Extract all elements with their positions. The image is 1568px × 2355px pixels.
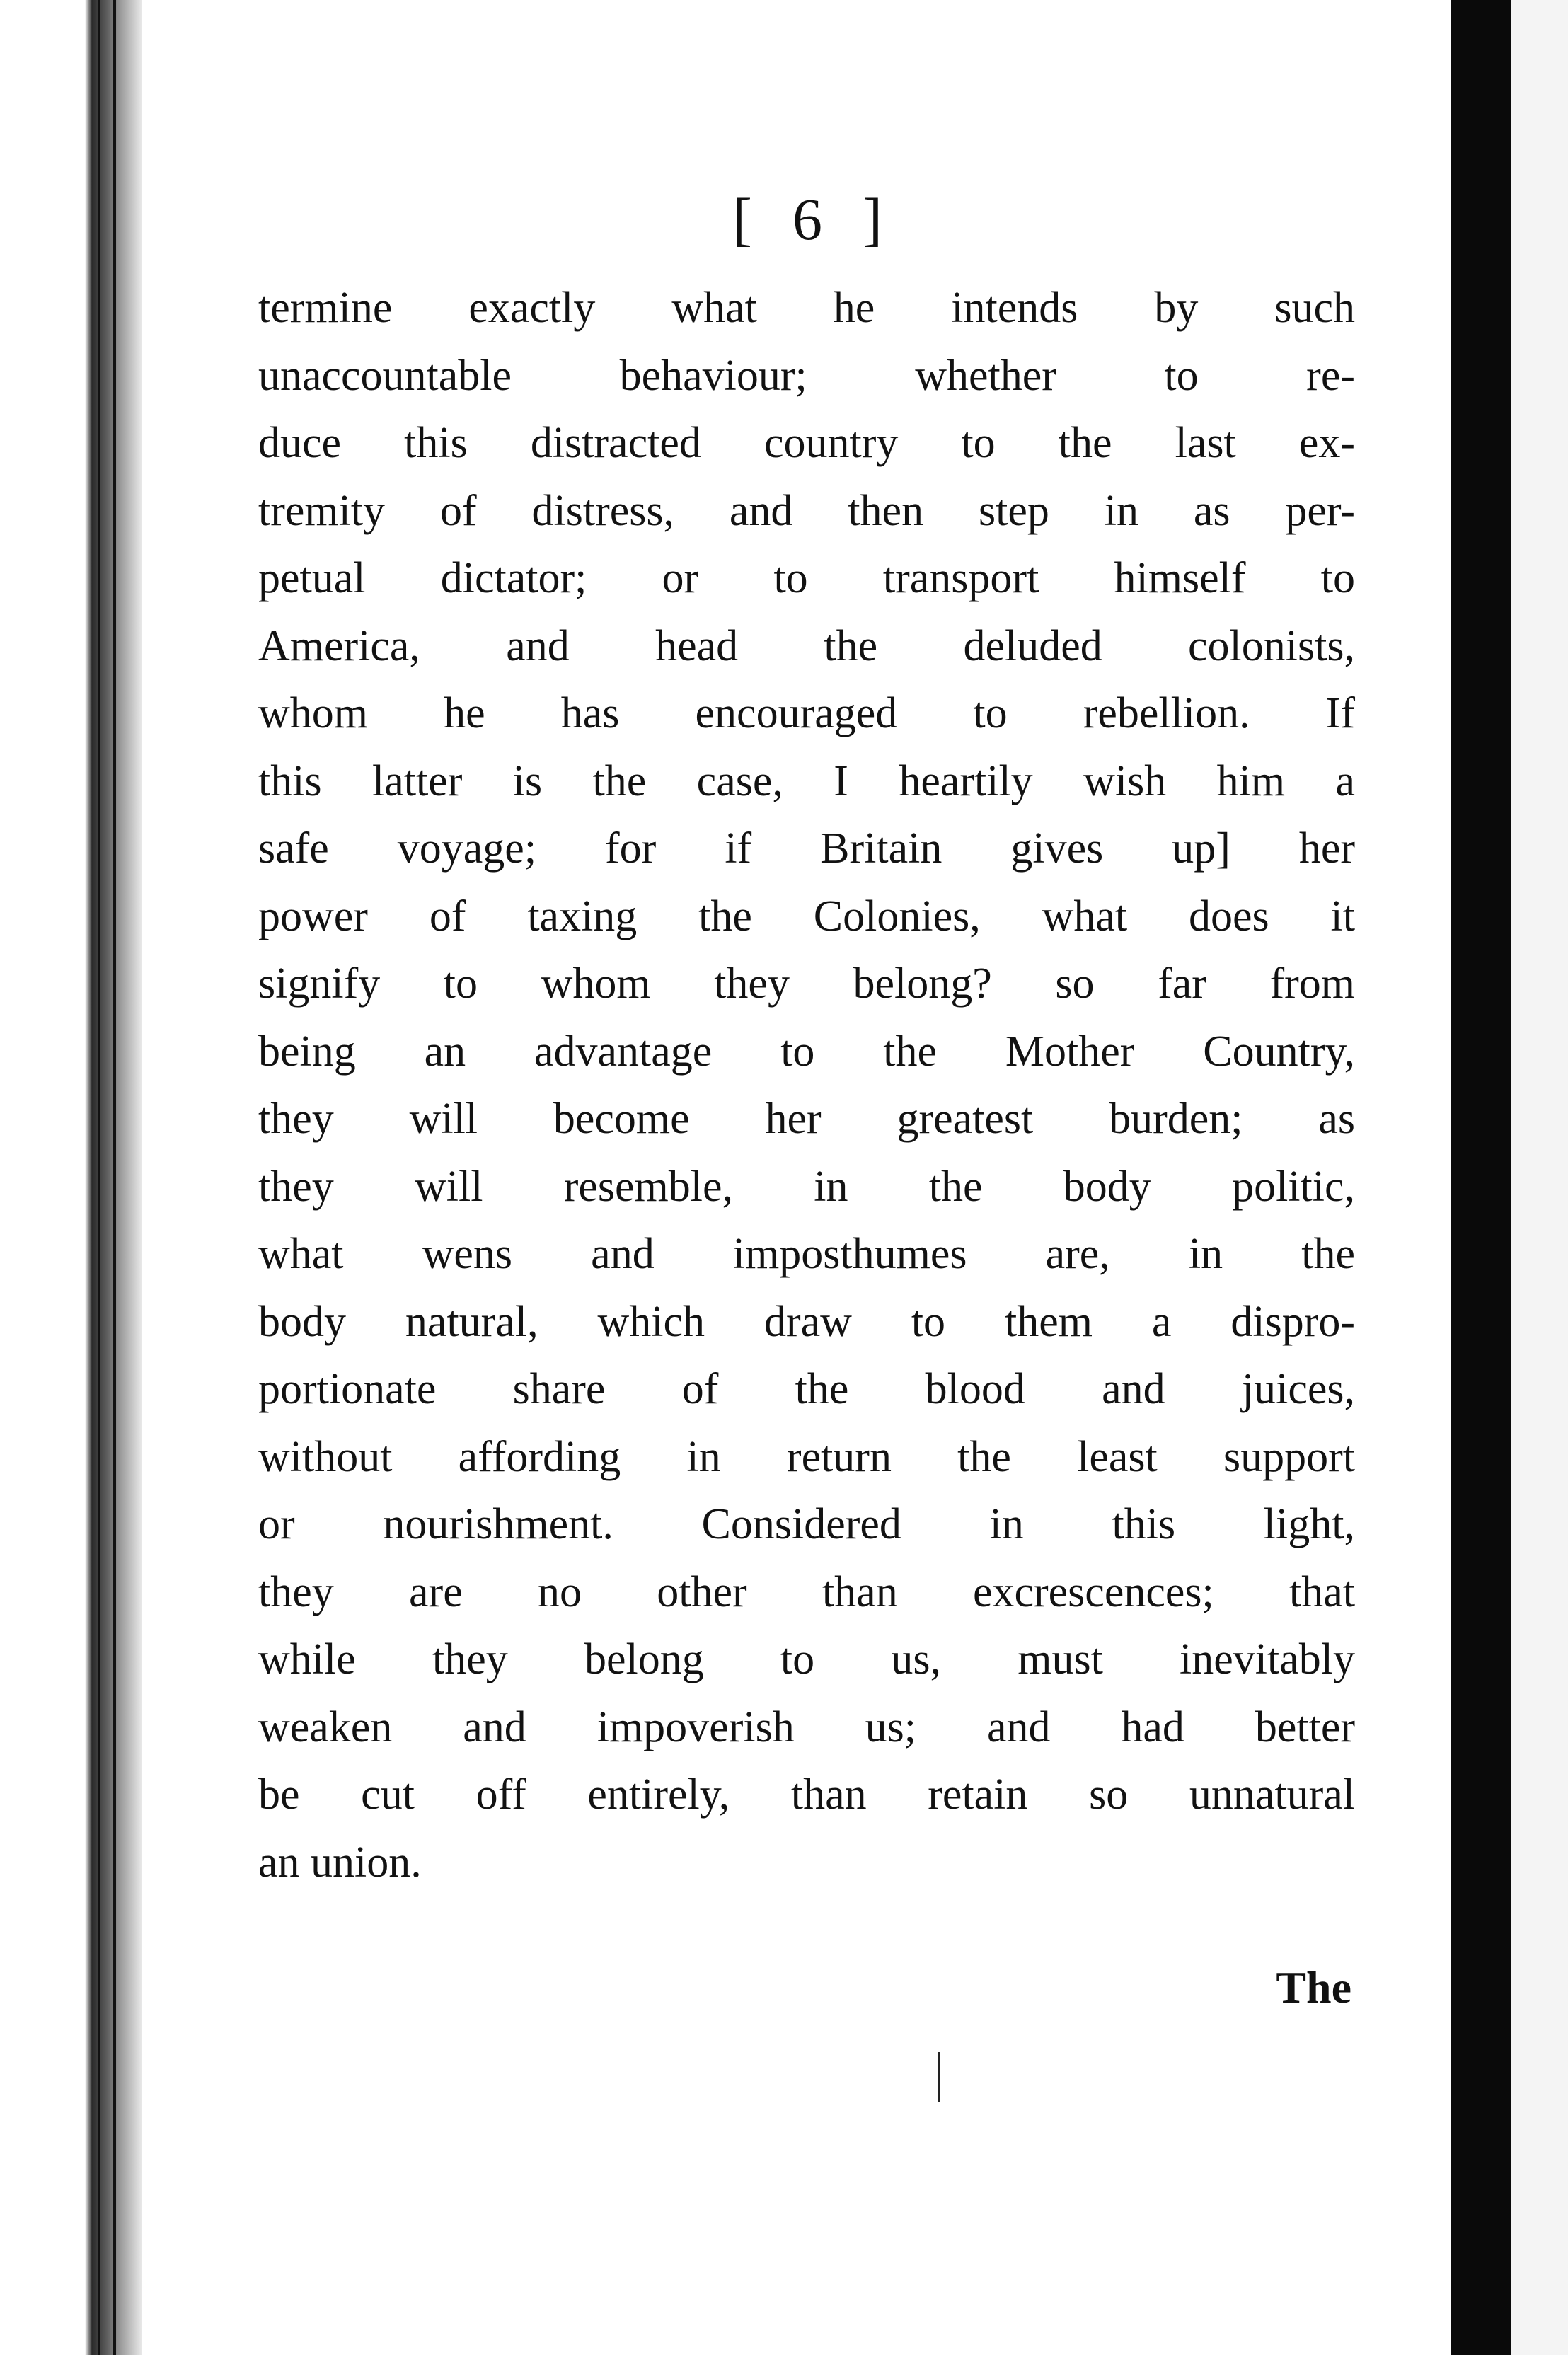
text-line: tremity of distress, and then step in as per- xyxy=(258,486,1355,535)
adjacent-page-edge xyxy=(1511,0,1568,2355)
text-line: an union. xyxy=(258,1838,422,1887)
text-line: whom he has encouraged to rebellion. If xyxy=(258,689,1355,737)
catchword: The xyxy=(1276,1962,1351,2013)
binding-gutter xyxy=(0,0,142,2355)
gutter-shadow-line xyxy=(98,0,100,2355)
text-line: body natural, which draw to them a dispro- xyxy=(258,1297,1355,1346)
text-line: signify to whom they belong? so far from xyxy=(258,960,1355,1008)
text-line: while they belong to us, must inevitably xyxy=(258,1635,1355,1683)
page-body-text xyxy=(258,275,1355,1896)
text-line: unaccountable behaviour; whether to re- xyxy=(258,351,1355,400)
text-line: this latter is the case, I heartily wish him a xyxy=(258,756,1355,805)
text-line: what wens and imposthumes are, in the xyxy=(258,1230,1355,1278)
text-line: duce this distracted country to the last ex- xyxy=(258,419,1355,467)
text-line: they will become her greatest burden; as xyxy=(258,1095,1355,1143)
text-line: be cut off entirely, than retain so unnatural xyxy=(258,1770,1355,1819)
text-line: they are no other than excrescences; that xyxy=(258,1567,1355,1616)
book-page xyxy=(142,0,1451,2355)
printer-mark xyxy=(938,2052,940,2102)
text-line: power of taxing the Colonies, what does it xyxy=(258,892,1355,940)
text-line: portionate share of the blood and juices, xyxy=(258,1365,1355,1413)
text-line: or nourishment. Considered in this light, xyxy=(258,1500,1355,1548)
gutter-shadow-line xyxy=(113,0,116,2355)
text-line: they will resemble, in the body politic, xyxy=(258,1162,1355,1211)
text-line: weaken and impoverish us; and had better xyxy=(258,1703,1355,1751)
text-line: safe voyage; for if Britain gives up] her xyxy=(258,824,1355,873)
page-number: [ 6 ] xyxy=(732,187,895,253)
scan-border-right xyxy=(1451,0,1568,2355)
text-line: America, and head the deluded colonists, xyxy=(258,621,1355,670)
text-line: being an advantage to the Mother Country, xyxy=(258,1027,1355,1076)
text-line: termine exactly what he intends by such xyxy=(258,284,1355,332)
text-line: without affording in return the least support xyxy=(258,1432,1355,1481)
text-line: petual dictator; or to transport himself to xyxy=(258,554,1355,602)
